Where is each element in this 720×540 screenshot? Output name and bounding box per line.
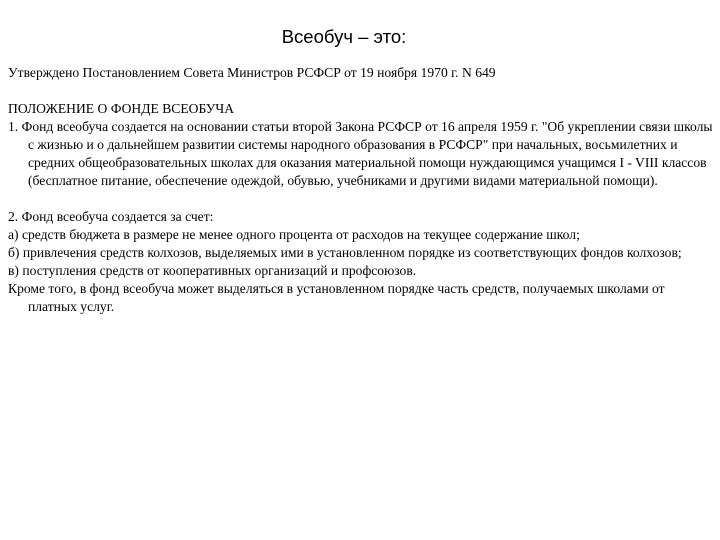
list-item-b: б) привлечения средств колхозов, выделяемых ими в установленном порядке из соответствующих фондов колхозов; — [8, 245, 682, 260]
slide-title — [0, 26, 680, 48]
closing-paragraph: Кроме того, в фонд всеобуча может выделяться в установленном порядке часть средств, получаемых школами от платных услуг. — [8, 281, 665, 314]
slide-title-text: Всеобуч – это: — [281, 26, 407, 47]
spacer — [8, 190, 714, 208]
document-body — [8, 64, 714, 316]
section-heading: ПОЛОЖЕНИЕ О ФОНДЕ ВСЕОБУЧА — [8, 101, 235, 116]
list-item-c: в) поступления средств от кооперативных организаций и профсоюзов. — [8, 263, 417, 278]
paragraph-1: 1. Фонд всеобуча создается на основании статьи второй Закона РСФСР от 16 апреля 1959 г. "Об укреплении связи школы с жизнью и о дальнейшем развитии системы народного образования в РСФСР" при начальных, восьмилетних и средних общеобразовательных школах для оказания материальной помощи нуждающимся учащимся I - VIII классов (бесплатное питание, обеспечение одеждой, обувью, учебниками и другими видами материальной помощи). — [8, 119, 713, 188]
spacer — [8, 82, 714, 100]
list-item-a: а) средств бюджета в размере не менее одного процента от расходов на текущее содержание школ; — [8, 227, 580, 242]
paragraph-2: 2. Фонд всеобуча создается за счет: — [8, 209, 214, 224]
decree-line: Утверждено Постановлением Совета Министров РСФСР от 19 ноября 1970 г. N 649 — [8, 65, 496, 80]
